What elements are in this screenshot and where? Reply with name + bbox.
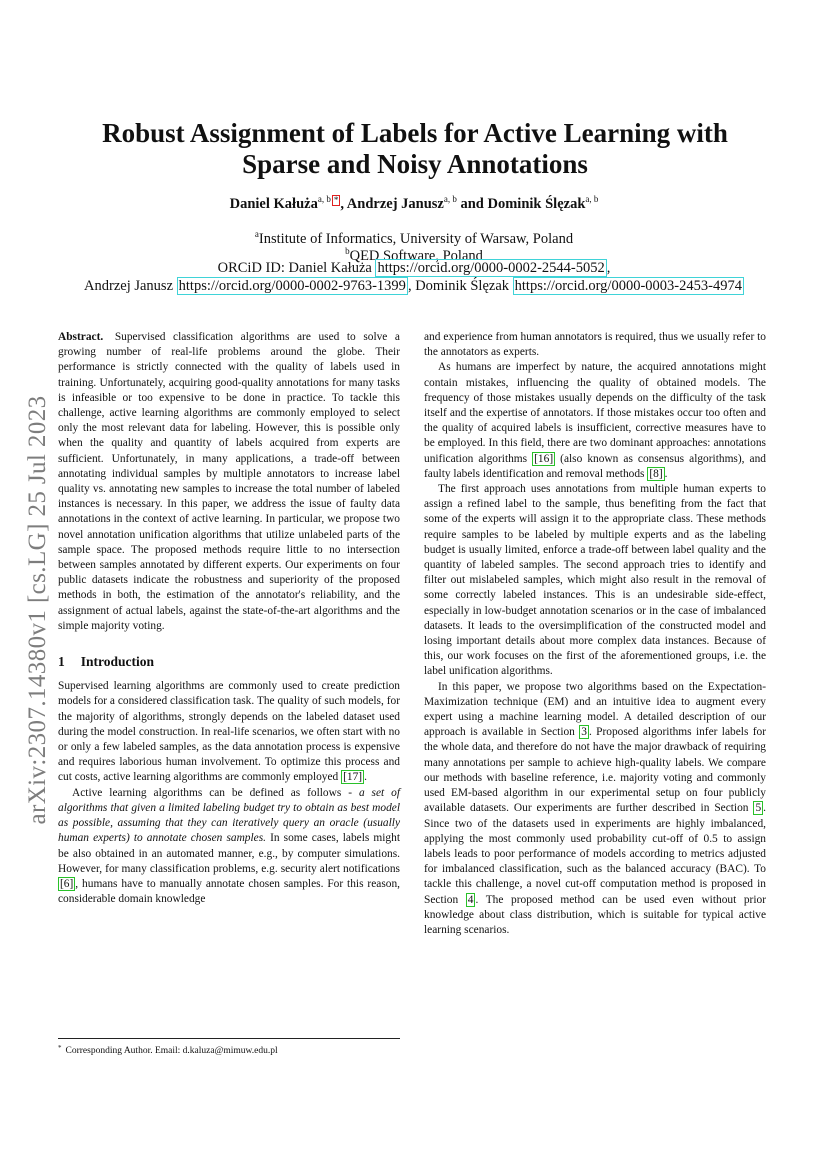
paragraph: [58, 679, 400, 785]
author-separator: ,: [340, 195, 347, 212]
orcid-prefix: Andrzej Janusz: [84, 278, 177, 294]
paragraph-text: .: [364, 771, 367, 784]
paragraph: The first approach uses annotations from multiple human experts to assign a refined label to the sample, thus benefiting from the fact that some of the experts will assign it to the appropriate class. These methods require samples to be labeled by multiple experts and as the labeling budget is usually limited, enforce a trade-off between label quality and the quantity of labeled samples. The second approach tries to identify and filter out mislabeled samples, which might also result in the removal of some correctly labeled instances. This is an undesirable side-effect, especially in low-budget annotation scenarios or in the case of imbalanced datasets. It leads to the oversimplification of the constructed model and losing important details about more complex data instances. Because of this, our work focuses on the first of the aforementioned groups, i.e. the label unification algorithms.: [424, 483, 766, 678]
abstract-label: Abstract.: [58, 331, 104, 343]
orcid-link[interactable]: https://orcid.org/0000-0002-9763-1399: [178, 278, 406, 294]
right-column: [424, 330, 766, 938]
paper-title: Robust Assignment of Labels for Active Learning with Sparse and Noisy Annotations: [102, 118, 728, 179]
author-separator: and: [456, 195, 488, 212]
arxiv-stamp: [18, 375, 58, 845]
footnote-symbol: *: [58, 1044, 62, 1052]
arxiv-stamp-text: arXiv:2307.14380v1 [cs.LG] 25 Jul 2023: [24, 395, 51, 825]
orcid-prefix: ORCiD ID: Daniel Kałuża: [217, 260, 376, 276]
orcid-link[interactable]: https://orcid.org/0000-0003-2453-4974: [514, 278, 742, 294]
section-link[interactable]: 5: [755, 802, 762, 815]
paragraph-text: , humans have to manually annotate chosen samples. For this reason, considerable domain knowledge: [58, 877, 400, 906]
paragraph: [424, 680, 766, 938]
paragraph-text: . Since two of the datasets used in experiments are highly imbalanced, applying the most commonly used probability cut-off of 0.5 to assign labels leads to poor performance of models according to metrics adjusted for imbalanced classification, such as the balanced accuracy (BAC). To tackle this challenge, a novel cut-off computation method is proposed in Section: [424, 802, 766, 906]
paragraph-text: In this paper, we propose two algorithms based on the Expectation-Maximization technique (EM) and an intuitive idea to augment every expert using a machine learning model. A detailed description of our approach is available in Section: [424, 680, 766, 739]
footnote-link[interactable]: *: [333, 194, 339, 205]
citation-link[interactable]: [17]: [343, 771, 363, 784]
orcid-prefix: , Dominik Ślęzak: [407, 278, 513, 294]
paragraph-text: In some cases, labels might be also obtained in an automated manner, e.g., by computer simulations. However, for many classification problems, e.g. security alert notifications: [58, 832, 400, 875]
author-name: Dominik Ślęzak: [487, 195, 586, 212]
orcid-comma: ,: [606, 260, 611, 276]
paragraph: [58, 786, 400, 908]
abstract: [58, 330, 400, 634]
paragraph-text: (also known as consensus algorithms), and faulty labels identification and removal methods: [424, 452, 766, 480]
footnote: [58, 1044, 400, 1056]
paragraph-text: . The proposed method can be used even without prior knowledge about class distribution, which is suitable for typical active learning scenarios.: [424, 893, 766, 936]
orcid-line-1: [0, 260, 828, 277]
author-affil-sup: a, b: [443, 194, 457, 204]
left-column: [58, 330, 400, 907]
section-number: 1: [58, 654, 65, 670]
footnote-text: Corresponding Author. Email: d.kaluza@mimuw.edu.pl: [65, 1046, 278, 1056]
section-title: Introduction: [80, 654, 155, 670]
definition-text: a set of algorithms that given a limited labeling budget try to obtain as best model as possible, assuming that they can iteratively query an oracle (usually human experts) to annotate chosen samples.: [58, 786, 401, 845]
author-affil-sup: a, b: [585, 194, 599, 204]
paragraph: and experience from human annotators is required, thus we usually refer to the annotators as experts.: [424, 331, 766, 359]
author-affil-sup: a, b: [317, 194, 331, 204]
paragraph-text: . Proposed algorithms infer labels for the whole data, and therefore do not have the major drawback of requiring many annotations per sample to achieve high-quality labels. We compare our methods with baseline reference, i.e. majority voting and commonly used EM-based algorithm in our experimental setup on four publicly available datasets. Our experiments are further described in Section: [424, 726, 767, 815]
section-heading: [58, 654, 400, 669]
paragraph-text: Active learning algorithms can be defined as follows -: [72, 786, 359, 799]
citation-link[interactable]: [6]: [60, 877, 74, 890]
author-name: Andrzej Janusz: [346, 195, 444, 212]
citation-link[interactable]: [16]: [534, 452, 554, 465]
affil-text: Institute of Informatics, University of Warsaw, Poland: [258, 230, 574, 247]
paragraph-text: Supervised learning algorithms are commonly used to create prediction models for a considered classification task. The quality of such models, for the majority of algorithms, strongly depends on the labeled dataset used during the model construction. In real-life scenarios, we often start with no or only a few labeled samples, as the data annotation process is expensive and requires laborious human involvement. To optimize this process and cut costs, active learning algorithms are commonly employed: [58, 680, 400, 784]
paragraph-text: As humans are imperfect by nature, the acquired annotations might contain mistakes, influencing the quality of obtained models. The frequency of those mistakes usually depends on the difficulty of the task itself and the expertise of annotators. If those mistakes occur too often and the quality of acquired labels is insufficient, corrective measures have to be employed. In this field, there are two dominant approaches: annotations unification algorithms: [424, 361, 766, 465]
paragraph: [424, 360, 766, 482]
author-name: Daniel Kałuża: [229, 195, 318, 212]
citation-link[interactable]: [8]: [649, 467, 663, 480]
orcid-line-2: [0, 278, 828, 295]
author-list: [0, 194, 828, 213]
abstract-text: Supervised classification algorithms are used to solve a growing number of real-life problems around the globe. Their performance is strictly connected with the quality of labels used in training. Unfortunately, acquiring good-quality annotations for many tasks is infeasible or too expensive to be done in practice. To tackle this challenge, active learning algorithms are commonly employed to select only the most relevant data for labeling. However, this is possible only when the quality and quantity of labels acquired from experts are sufficient. Unfortunately, in many applications, a trade-off between annotating individual samples by multiple annotators to increase label quality vs. annotating new samples to increase the total number of labeled instances is necessary. In this paper, we address the issue of faulty data annotations in the context of active learning. In particular, we propose two novel annotation unification algorithms that utilize unlabeled parts of the sample space. The proposed methods require little to no intersection between samples annotated by different experts. Our experiments on four public datasets indicate the robustness and superiority of the proposed methods in both, the estimation of the annotator's reliability, and the assignment of actual labels, against the state-of-the-art algorithms and the simple majority voting.: [58, 331, 400, 632]
section-link[interactable]: 3: [581, 726, 587, 739]
footnote-rule: [58, 1038, 400, 1039]
affil-sup: b: [345, 246, 350, 256]
affil-sup: a: [254, 229, 259, 239]
section-link[interactable]: 4: [467, 893, 474, 906]
affil-text: QED Software, Poland: [349, 247, 483, 264]
paragraph-text: .: [664, 467, 668, 480]
orcid-link[interactable]: https://orcid.org/0000-0002-2544-5052: [377, 260, 605, 276]
